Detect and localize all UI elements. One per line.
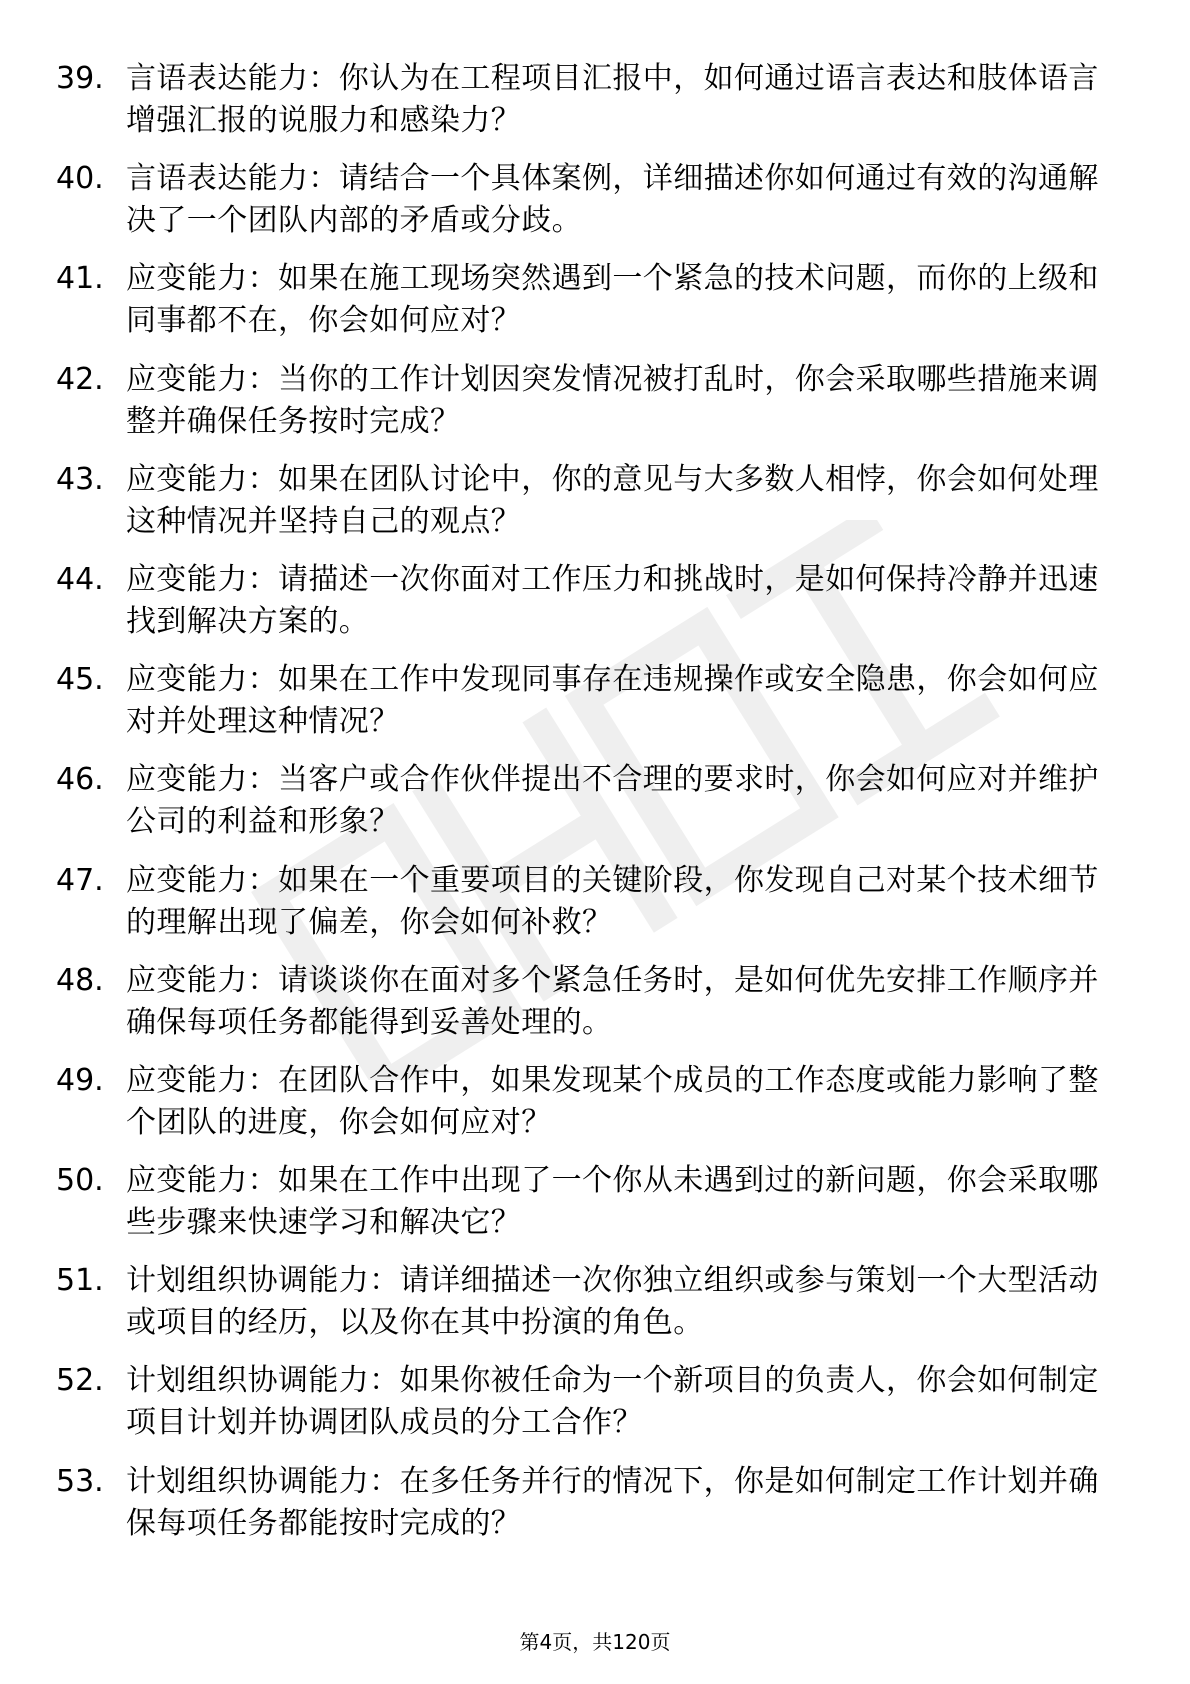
question-list	[56, 58, 1116, 1561]
question-number: 43.	[56, 461, 104, 497]
question-item	[56, 158, 1116, 242]
question-text: 应变能力：如果在施工现场突然遇到一个紧急的技术问题，而你的上级和同事都不在，你会如何应对？	[126, 261, 1099, 339]
question-number: 51.	[56, 1263, 104, 1299]
question-text: 应变能力：当客户或合作伙伴提出不合理的要求时，你会如何应对并维护公司的利益和形象？	[126, 762, 1099, 840]
question-item	[56, 1360, 1116, 1444]
question-item	[56, 1260, 1116, 1344]
question-number: 46.	[56, 762, 104, 798]
question-item	[56, 659, 1116, 743]
question-item	[56, 359, 1116, 443]
question-text: 应变能力：如果在团队讨论中，你的意见与大多数人相悖，你会如何处理这种情况并坚持自己的观点？	[126, 461, 1099, 539]
question-text: 言语表达能力：请结合一个具体案例，详细描述你如何通过有效的沟通解决了一个团队内部的矛盾或分歧。	[126, 161, 1099, 239]
question-item	[56, 860, 1116, 944]
question-item	[56, 759, 1116, 843]
question-number: 50.	[56, 1163, 104, 1199]
question-text: 言语表达能力：你认为在工程项目汇报中，如何通过语言表达和肢体语言增强汇报的说服力和感染力？	[126, 61, 1099, 138]
question-text: 应变能力：请描述一次你面对工作压力和挑战时，是如何保持冷静并迅速找到解决方案的。	[126, 561, 1099, 639]
question-text: 计划组织协调能力：如果你被任命为一个新项目的负责人，你会如何制定项目计划并协调团队成员的分工合作？	[126, 1363, 1099, 1441]
question-number: 42.	[56, 361, 104, 397]
question-number: 53.	[56, 1463, 104, 1499]
question-number: 44.	[56, 561, 104, 597]
question-text: 应变能力：在团队合作中，如果发现某个成员的工作态度或能力影响了整个团队的进度，你会如何应对？	[126, 1062, 1099, 1140]
question-text: 计划组织协调能力：请详细描述一次你独立组织或参与策划一个大型活动或项目的经历，以及你在其中扮演的角色。	[126, 1263, 1099, 1341]
question-number: 47.	[56, 862, 104, 898]
page-footer: 第4页，共120页	[519, 1630, 671, 1654]
question-item	[56, 960, 1116, 1044]
question-item	[56, 1461, 1116, 1545]
question-number: 49.	[56, 1062, 104, 1098]
question-text: 应变能力：如果在工作中出现了一个你从未遇到过的新问题，你会采取哪些步骤来快速学习和解决它？	[126, 1163, 1099, 1241]
question-number: 41.	[56, 261, 104, 297]
question-text: 应变能力：当你的工作计划因突发情况被打乱时，你会采取哪些措施来调整并确保任务按时完成？	[126, 361, 1099, 439]
question-number: 39.	[56, 61, 104, 96]
question-text: 应变能力：如果在工作中发现同事存在违规操作或安全隐患，你会如何应对并处理这种情况？	[126, 662, 1099, 740]
question-item	[56, 58, 1116, 142]
question-item	[56, 459, 1116, 543]
question-number: 48.	[56, 962, 104, 998]
question-item	[56, 559, 1116, 643]
question-number: 40.	[56, 161, 104, 197]
question-item	[56, 1160, 1116, 1244]
question-number: 52.	[56, 1363, 104, 1399]
question-number: 45.	[56, 662, 104, 698]
question-item	[56, 1060, 1116, 1144]
question-text: 应变能力：如果在一个重要项目的关键阶段，你发现自己对某个技术细节的理解出现了偏差，你会如何补救？	[126, 862, 1099, 940]
question-text: 计划组织协调能力：在多任务并行的情况下，你是如何制定工作计划并确保每项任务都能按时完成的？	[126, 1463, 1099, 1541]
question-text: 应变能力：请谈谈你在面对多个紧急任务时，是如何优先安排工作顺序并确保每项任务都能得到妥善处理的。	[126, 962, 1099, 1040]
question-item	[56, 258, 1116, 342]
